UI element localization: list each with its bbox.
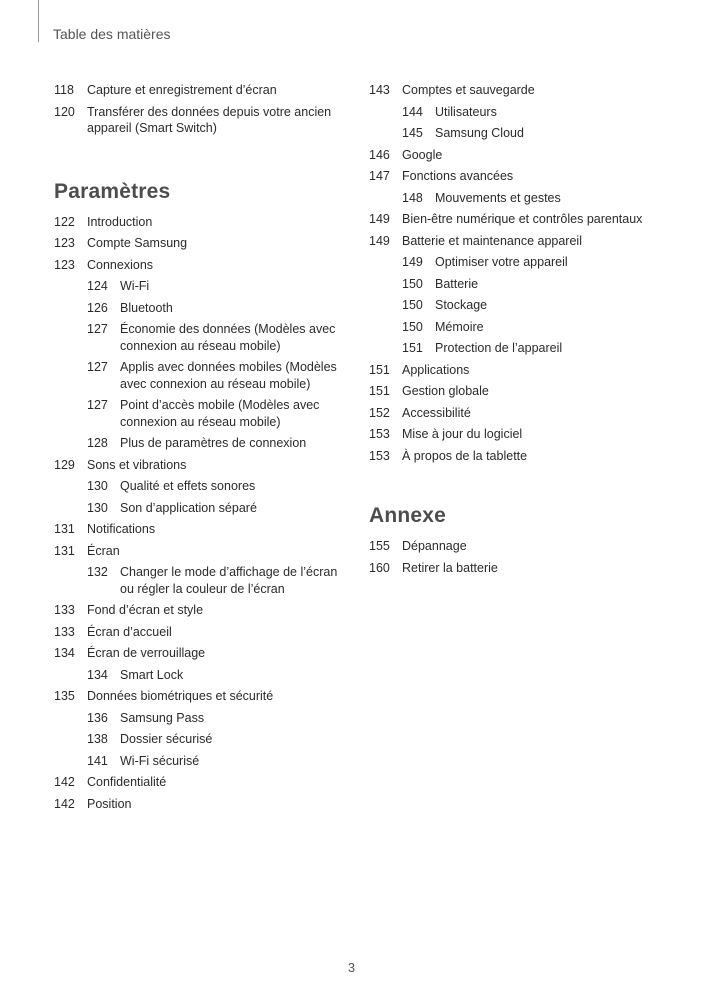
toc-entry-title: À propos de la tablette (402, 448, 528, 463)
toc-page-number: 129 (54, 457, 75, 472)
toc-entry-title: Batterie et maintenance appareil (402, 233, 582, 248)
toc-entry-title: Écran d’accueil (87, 624, 172, 639)
toc-entry-title: Google (402, 147, 443, 162)
toc-subentry[interactable] (54, 500, 354, 517)
toc-entry-title: Son d’application séparé (120, 500, 257, 515)
toc-entry[interactable] (369, 448, 669, 465)
toc-list (54, 214, 354, 813)
toc-entry-title: Capture et enregistrement d’écran (87, 83, 277, 97)
toc-page-number: 132 (87, 565, 108, 579)
toc-page-number: 126 (87, 300, 108, 315)
toc-entry-title: Connexions (87, 257, 154, 272)
toc-subentry[interactable] (369, 276, 669, 293)
toc-subentry[interactable] (54, 397, 354, 430)
toc-entry-title: Confidentialité (87, 775, 167, 789)
toc-page-number: 127 (87, 398, 108, 412)
toc-page-number: 149 (369, 233, 390, 248)
toc-entry[interactable] (54, 645, 354, 662)
toc-entry-title: Fonctions avancées (402, 169, 514, 183)
toc-entry[interactable] (369, 383, 669, 400)
toc-subentry[interactable] (54, 753, 354, 770)
toc-entry-title: Notifications (87, 522, 156, 536)
toc-subentry[interactable] (369, 319, 669, 336)
toc-entry-title: Qualité et effets sonores (120, 479, 256, 493)
toc-entry-title: Samsung Cloud (435, 126, 524, 140)
toc-entry-title: Changer le mode d’affichage de l’écran ou régler la couleur de l’écran (120, 565, 338, 596)
toc-page-number: 149 (402, 255, 423, 269)
toc-subentry[interactable] (54, 564, 354, 597)
toc-entry-title: Wi-Fi (120, 279, 150, 293)
toc-page-number: 134 (87, 667, 108, 682)
toc-entry[interactable] (369, 82, 669, 99)
toc-subentry[interactable] (54, 710, 354, 727)
toc-page-number: 131 (54, 543, 75, 558)
toc-entry-title: Dossier sécurisé (120, 732, 213, 746)
toc-page-number: 124 (87, 279, 108, 293)
toc-subentry[interactable] (54, 359, 354, 392)
toc-entry-title: Économie des données (Modèles avec connexion au réseau mobile) (120, 322, 336, 353)
toc-page-number: 123 (54, 236, 75, 250)
toc-list (369, 538, 669, 576)
toc-entry-title: Mémoire (435, 319, 484, 334)
toc-page-number: 152 (369, 405, 390, 420)
toc-page-number: 138 (87, 732, 108, 746)
toc-entry-title: Applis avec données mobiles (Modèles avec connexion au réseau mobile) (120, 360, 337, 391)
toc-page-number: 150 (402, 319, 423, 334)
toc-list (369, 82, 669, 464)
toc-page-number: 123 (54, 257, 75, 272)
toc-entry[interactable] (369, 362, 669, 379)
toc-page-number: 118 (54, 83, 74, 97)
toc-entry-title: Compte Samsung (87, 236, 188, 250)
toc-page-number: 122 (54, 214, 75, 229)
toc-entry-title: Données biométriques et sécurité (87, 689, 274, 703)
toc-entry-title: Optimiser votre appareil (435, 255, 568, 269)
toc-entry-title: Point d’accès mobile (Modèles avec connexion au réseau mobile) (120, 398, 320, 429)
toc-page-number: 149 (369, 212, 390, 226)
toc-entry[interactable] (54, 457, 354, 474)
toc-page-number: 151 (402, 341, 423, 355)
toc-entry-title: Comptes et sauvegarde (402, 83, 535, 97)
toc-entry[interactable] (369, 168, 669, 185)
toc-entry-title: Dépannage (402, 539, 467, 553)
toc-page-number: 131 (54, 522, 75, 536)
toc-page-number: 150 (402, 276, 423, 291)
toc-entry[interactable] (54, 624, 354, 641)
toc-page-number: 146 (369, 147, 390, 162)
toc-entry[interactable] (54, 796, 354, 813)
toc-entry[interactable] (369, 426, 669, 443)
toc-page-number: 130 (87, 500, 108, 515)
toc-entry[interactable] (369, 560, 669, 577)
toc-entry[interactable] (369, 233, 669, 250)
toc-subentry[interactable] (369, 297, 669, 314)
toc-entry-title: Wi-Fi sécurisé (120, 753, 200, 768)
toc-page-number: 127 (87, 360, 108, 374)
toc-entry-title: Stockage (435, 298, 488, 312)
toc-page-number: 133 (54, 603, 75, 617)
toc-entry[interactable] (54, 104, 354, 137)
toc-page-number: 143 (369, 83, 390, 97)
header-divider (38, 0, 39, 42)
toc-page-number: 134 (54, 646, 75, 660)
toc-subentry[interactable] (369, 340, 669, 357)
toc-subentry[interactable] (54, 478, 354, 495)
toc-page-number: 155 (369, 539, 390, 553)
toc-entry-title: Position (87, 796, 132, 811)
toc-subentry[interactable] (54, 435, 354, 452)
toc-page-number: 128 (87, 436, 108, 450)
toc-page-number: 160 (369, 560, 390, 575)
toc-entry[interactable] (54, 543, 354, 560)
toc-page-number: 145 (402, 126, 423, 140)
toc-page-number: 147 (369, 169, 390, 183)
toc-page-number: 142 (54, 775, 75, 789)
toc-list (54, 82, 354, 137)
toc-right-column (369, 82, 669, 581)
toc-entry-title: Plus de paramètres de connexion (120, 436, 307, 450)
toc-subentry[interactable] (369, 190, 669, 207)
toc-entry[interactable] (369, 147, 669, 164)
toc-entry[interactable] (369, 405, 669, 422)
toc-subentry[interactable] (369, 254, 669, 271)
toc-subentry[interactable] (54, 321, 354, 354)
toc-entry-title: Écran (87, 543, 120, 558)
toc-entry[interactable] (54, 235, 354, 252)
toc-entry-title: Smart Lock (120, 667, 184, 682)
toc-entry[interactable] (54, 214, 354, 231)
toc-entry-title: Retirer la batterie (402, 560, 498, 575)
toc-page-number: 130 (87, 479, 108, 493)
toc-subentry[interactable] (54, 278, 354, 295)
toc-entry-title: Applications (402, 362, 470, 377)
toc-entry-title: Bien-être numérique et contrôles parentaux (402, 212, 643, 226)
toc-page-number: 148 (402, 190, 423, 205)
toc-entry-title: Samsung Pass (120, 710, 205, 725)
toc-entry-title: Bluetooth (120, 300, 173, 315)
toc-entry-title: Accessibilité (402, 405, 471, 420)
toc-entry-title: Introduction (87, 214, 153, 229)
toc-page-number: 144 (402, 104, 423, 119)
toc-entry-title: Batterie (435, 276, 479, 291)
toc-entry-title: Utilisateurs (435, 104, 497, 119)
toc-entry[interactable] (54, 521, 354, 538)
toc-page-number: 153 (369, 427, 390, 441)
toc-left-column (54, 82, 354, 817)
toc-entry-title: Écran de verrouillage (87, 646, 206, 660)
section-title-annexe: Annexe (369, 504, 447, 527)
toc-entry-title: Mouvements et gestes (435, 190, 561, 205)
toc-subentry[interactable] (369, 125, 669, 142)
toc-page-number: 141 (87, 753, 108, 768)
toc-entry-title: Protection de l’appareil (435, 341, 563, 355)
toc-page-number: 153 (369, 448, 390, 463)
toc-subentry[interactable] (54, 731, 354, 748)
toc-page-number: 136 (87, 710, 108, 725)
toc-entry-title: Gestion globale (402, 384, 489, 398)
toc-page-number: 151 (369, 362, 390, 377)
toc-entry-title: Transférer des données depuis votre ancien appareil (Smart Switch) (87, 104, 332, 135)
toc-entry[interactable] (369, 538, 669, 555)
toc-entry-title: Mise à jour du logiciel (402, 427, 523, 441)
toc-entry[interactable] (54, 688, 354, 705)
toc-page-number: 120 (54, 104, 75, 119)
toc-entry[interactable] (54, 257, 354, 274)
toc-entry[interactable] (54, 82, 354, 99)
toc-page-number: 127 (87, 322, 108, 336)
toc-subentry[interactable] (54, 300, 354, 317)
page-number: 3 (347, 960, 356, 975)
toc-entry[interactable] (369, 211, 669, 228)
section-title-parametres: Paramètres (54, 179, 171, 203)
toc-entry[interactable] (54, 774, 354, 791)
toc-entry[interactable] (54, 602, 354, 619)
toc-entry-title: Fond d’écran et style (87, 603, 204, 617)
toc-page-number: 150 (402, 298, 423, 312)
toc-subentry[interactable] (54, 667, 354, 684)
toc-entry-title: Sons et vibrations (87, 457, 187, 472)
toc-page-number: 142 (54, 796, 75, 811)
toc-page-number: 133 (54, 624, 75, 639)
toc-subentry[interactable] (369, 104, 669, 121)
header-title: Table des matières (53, 26, 171, 42)
toc-page-number: 135 (54, 689, 75, 703)
toc-page-number: 151 (369, 384, 390, 398)
